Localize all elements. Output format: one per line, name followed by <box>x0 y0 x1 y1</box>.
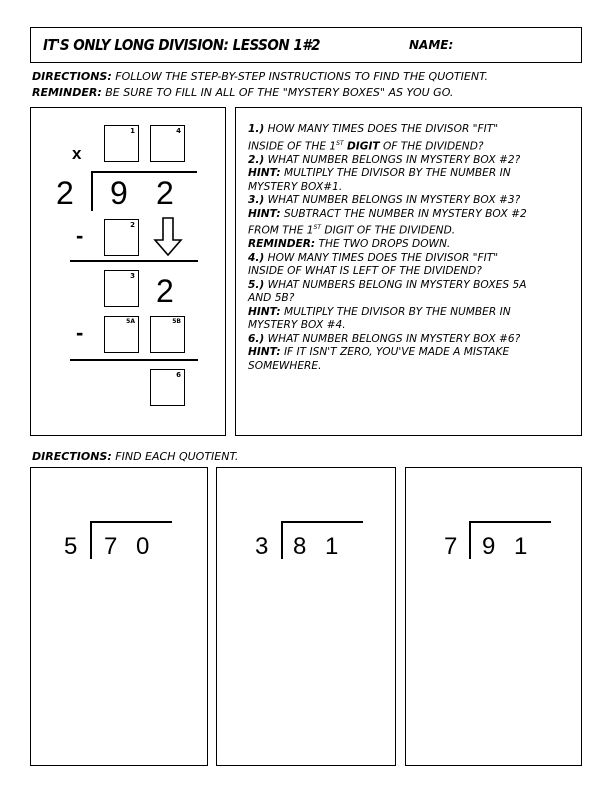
example-dividend-digit-2: 2 <box>156 175 174 211</box>
worksheet-title: IT'S ONLY LONG DIVISION: LESSON 1#2 <box>43 36 320 54</box>
directions-2-line <box>32 450 238 463</box>
hint-4-line-b: SOMEWHERE. <box>248 359 322 372</box>
step-6: 6.) WHAT NUMBER BELONGS IN MYSTERY BOX #6? <box>248 332 521 345</box>
example-divisor: 2 <box>56 175 74 211</box>
subtraction-line-2 <box>70 359 198 361</box>
mystery-box-3[interactable]: 3 <box>104 270 139 307</box>
step-1-line-b: INSIDE OF THE 1ST DIGIT OF THE DIVIDEND? <box>248 139 484 153</box>
multiply-sign: x <box>72 144 82 163</box>
problem-panel-1[interactable] <box>30 467 208 766</box>
mystery-box-5b[interactable]: 5B <box>150 316 185 353</box>
problem-1-dividend-digit-2: 0 <box>136 533 150 560</box>
problem-3-dividend-digit-1: 9 <box>482 533 496 560</box>
hint-3-line-a: HINT: MULTIPLY THE DIVISOR BY THE NUMBER IN <box>248 305 511 318</box>
step-4-line-b: INSIDE OF WHAT IS LEFT OF THE DIVIDEND? <box>248 265 482 278</box>
mystery-box-2[interactable]: 2 <box>104 219 139 256</box>
subtraction-line-1 <box>70 260 198 262</box>
example-dividend-digit-1: 9 <box>110 175 128 211</box>
down-arrow-icon <box>152 216 184 258</box>
hint-3-line-b: MYSTERY BOX #4. <box>248 319 346 332</box>
hint-4-line-a: HINT: IF IT ISN'T ZERO, YOU'VE MADE A MISTAKE <box>248 346 510 359</box>
step-4-line-a: 4.) HOW MANY TIMES DOES THE DIVISOR "FIT" <box>248 251 499 264</box>
problem-1-divisor: 5 <box>64 533 78 560</box>
reminder-text: BE SURE TO FILL IN ALL OF THE "MYSTERY BOXES" AS YOU GO. <box>105 86 454 99</box>
problem-1-bracket-top <box>90 521 172 523</box>
step-2: 2.) WHAT NUMBER BELONGS IN MYSTERY BOX #2? <box>248 153 521 166</box>
hint-2-line-a: HINT: SUBTRACT THE NUMBER IN MYSTERY BOX #2 <box>248 207 527 220</box>
mystery-box-5a[interactable]: 5A <box>104 316 139 353</box>
problem-2-dividend-digit-1: 8 <box>293 533 307 560</box>
mystery-box-6[interactable]: 6 <box>150 369 185 406</box>
problem-1-bracket-vertical <box>90 521 92 559</box>
problem-3-bracket-vertical <box>469 521 471 559</box>
step-5-line-b: AND 5B? <box>248 292 295 305</box>
instructions-text <box>248 123 573 373</box>
directions-label: DIRECTIONS: <box>32 70 112 83</box>
problem-2-dividend-digit-2: 1 <box>325 533 339 560</box>
problem-2-bracket-vertical <box>281 521 283 559</box>
hint-1-line-b: MYSTERY BOX#1. <box>248 180 343 193</box>
division-bracket-vertical <box>91 171 93 211</box>
reminder-step: REMINDER: THE TWO DROPS DOWN. <box>248 238 451 251</box>
directions-2-text: FIND EACH QUOTIENT. <box>115 450 239 463</box>
directions-line <box>32 70 488 83</box>
step-5-line-a: 5.) WHAT NUMBERS BELONG IN MYSTERY BOXES 5A <box>248 278 527 291</box>
mystery-box-4[interactable]: 4 <box>150 125 185 162</box>
step-3: 3.) WHAT NUMBER BELONGS IN MYSTERY BOX #3? <box>248 194 521 207</box>
mystery-box-1[interactable]: 1 <box>104 125 139 162</box>
name-label: NAME: <box>409 38 454 52</box>
directions-2-label: DIRECTIONS: <box>32 450 112 463</box>
directions-text: FOLLOW THE STEP-BY-STEP INSTRUCTIONS TO FIND THE QUOTIENT. <box>115 70 488 83</box>
problem-2-bracket-top <box>281 521 363 523</box>
drop-down-digit: 2 <box>156 273 174 309</box>
problem-panel-3[interactable] <box>405 467 582 766</box>
hint-1-line-a: HINT: MULTIPLY THE DIVISOR BY THE NUMBER IN <box>248 167 511 180</box>
hint-2-line-b: FROM THE 1ST DIGIT OF THE DIVIDEND. <box>248 224 456 237</box>
problem-3-bracket-top <box>469 521 551 523</box>
minus-sign-2: - <box>76 320 84 345</box>
problem-3-divisor: 7 <box>444 533 458 560</box>
division-bracket-top <box>91 171 197 173</box>
problem-panel-2[interactable] <box>216 467 396 766</box>
problem-2-divisor: 3 <box>255 533 269 560</box>
problem-1-dividend-digit-1: 7 <box>104 533 118 560</box>
minus-sign-1: - <box>76 223 84 248</box>
problem-3-dividend-digit-2: 1 <box>514 533 528 560</box>
reminder-line <box>32 86 453 99</box>
reminder-label: REMINDER: <box>32 86 102 99</box>
step-1-line-a: 1.) HOW MANY TIMES DOES THE DIVISOR "FIT" <box>248 123 499 135</box>
header-bar <box>30 27 582 63</box>
